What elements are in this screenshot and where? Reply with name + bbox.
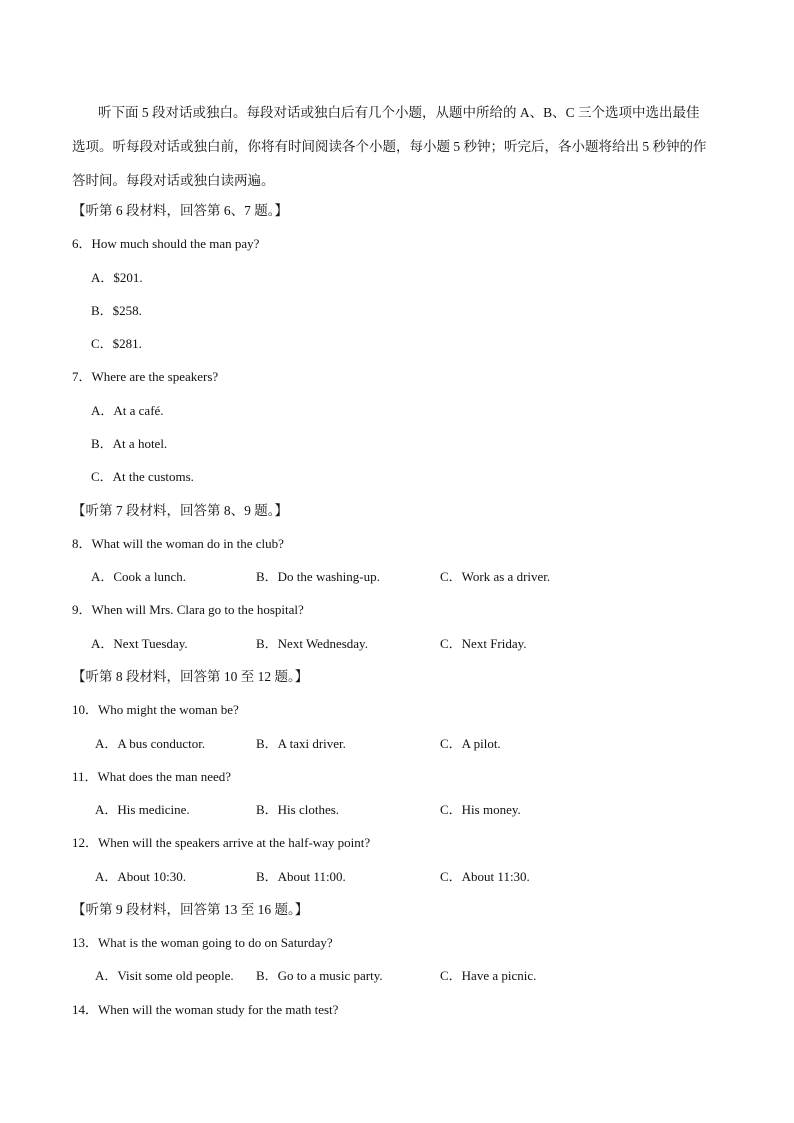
option-c: C．A pilot. [440, 736, 501, 751]
option-a: A．At a café. [91, 403, 164, 418]
question-stem: 10．Who might the woman be? [72, 702, 239, 717]
option-a: A．Next Tuesday. [91, 636, 188, 651]
option-c: C．Work as a driver. [440, 569, 551, 584]
option-a: A．$201. [91, 270, 143, 285]
option-c: C．At the customs. [91, 469, 194, 484]
option-b: B．Go to a music party. [256, 968, 383, 983]
option-b: B．Next Wednesday. [256, 636, 368, 651]
option-c: C．His money. [440, 802, 521, 817]
question-stem: 6．How much should the man pay? [72, 236, 260, 251]
option-a: A．About 10:30. [95, 869, 187, 884]
question-stem: 11．What does the man need? [72, 769, 232, 784]
option-a: A．Visit some old people. [95, 968, 234, 983]
question-stem: 13．What is the woman going to do on Saturday? [72, 935, 333, 950]
option-b: B．At a hotel. [91, 436, 168, 451]
option-b: B．About 11:00. [256, 869, 346, 884]
section-header: 【听第 9 段材料，回答第 13 至 16 题。】 [72, 902, 309, 917]
option-a: A．His medicine. [95, 802, 190, 817]
section-header: 【听第 6 段材料，回答第 6、7 题。】 [72, 203, 288, 218]
option-c: C．$281. [91, 336, 142, 351]
section-header: 【听第 8 段材料，回答第 10 至 12 题。】 [72, 669, 309, 684]
option-b: B．A taxi driver. [256, 736, 346, 751]
option-b: B．$258. [91, 303, 142, 318]
instructions-paragraph: 听下面 5 段对话或独白。每段对话或独白后有几个小题，从题中所给的 A、B、C 三个选项中选出最佳选项。听每段对话或独白前，你将有时间阅读各个小题，每小题 5 秒钟；听完后，各小题将给出 5 秒钟的作答时间。每段对话或独白读两遍。 [72, 105, 707, 188]
option-c: C．Next Friday. [440, 636, 527, 651]
question-stem: 9．When will Mrs. Clara go to the hospital? [72, 602, 304, 617]
question-stem: 14．When will the woman study for the math test? [72, 1002, 339, 1017]
option-a: A．Cook a lunch. [91, 569, 186, 584]
option-c: C．Have a picnic. [440, 968, 537, 983]
section-header: 【听第 7 段材料，回答第 8、9 题。】 [72, 503, 288, 518]
option-c: C．About 11:30. [440, 869, 530, 884]
question-stem: 7．Where are the speakers? [72, 369, 219, 384]
option-b: B．His clothes. [256, 802, 340, 817]
option-b: B．Do the washing-up. [256, 569, 380, 584]
question-stem: 12．When will the speakers arrive at the half-way point? [72, 835, 371, 850]
question-stem: 8．What will the woman do in the club? [72, 536, 284, 551]
option-a: A．A bus conductor. [95, 736, 206, 751]
